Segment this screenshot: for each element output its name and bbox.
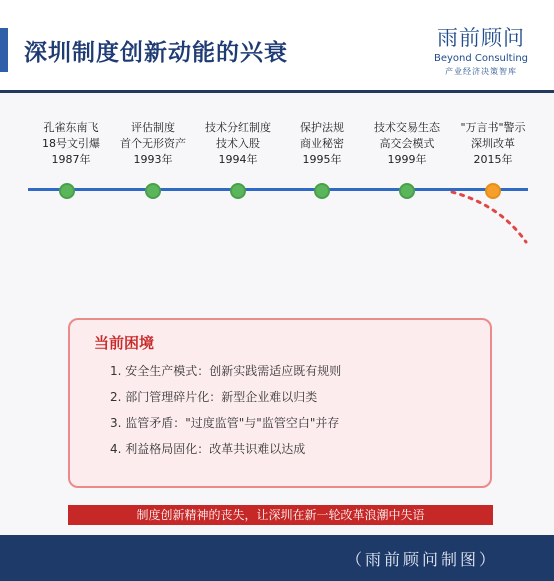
- footer-credit: （雨前顾问制图）: [345, 550, 498, 569]
- brand-logo: [422, 22, 540, 77]
- milestone-dot: [230, 183, 246, 199]
- event-year: 2015年: [473, 153, 513, 166]
- list-item: 2. 部门管理碎片化：新型企业难以归类: [110, 390, 318, 404]
- event-year: 1995年: [302, 153, 342, 166]
- event-line2: 18号文引爆: [42, 137, 100, 150]
- list-item: 1. 安全生产模式：创新实践需适应既有规则: [110, 364, 342, 378]
- event-line2: 高交会模式: [379, 137, 435, 150]
- list-item: 4. 利益格局固化：改革共识难以达成: [110, 442, 306, 456]
- dilemma-panel: [68, 318, 492, 488]
- milestone-dot-warning: [485, 183, 501, 199]
- event-year: 1993年: [133, 153, 173, 166]
- event-line1: 技术分红制度: [205, 121, 271, 134]
- conclusion-banner: 制度创新精神的丧失，让深圳在新一轮改革浪潮中失语: [68, 505, 493, 525]
- decline-trend-line: [0, 110, 554, 300]
- header: [0, 0, 554, 93]
- milestone-dot: [314, 183, 330, 199]
- page-title: 深圳制度创新动能的兴衰: [24, 40, 288, 66]
- event-line2: 深圳改革: [471, 137, 515, 150]
- timeline-axis: [28, 188, 528, 191]
- event-line1: 孔雀东南飞: [43, 121, 99, 134]
- event-line1: 保护法规: [300, 121, 344, 134]
- milestone-dot: [59, 183, 75, 199]
- event-year: 1994年: [218, 153, 258, 166]
- event-line1: "万言书"警示: [460, 121, 526, 134]
- list-item: 3. 监管矛盾："过度监管"与"监管空白"并存: [110, 416, 340, 430]
- logo-chinese: 雨前顾问: [437, 26, 525, 50]
- dilemma-list: [110, 358, 341, 462]
- event-line2: 技术入股: [216, 137, 260, 150]
- milestone-dot: [145, 183, 161, 199]
- logo-tagline: 产业经济决策智库: [445, 67, 517, 76]
- event-line1: 评估制度: [131, 121, 175, 134]
- dilemma-title: 当前困境: [94, 334, 155, 352]
- event-line1: 技术交易生态: [374, 121, 440, 134]
- event-year: 1999年: [387, 153, 427, 166]
- milestone-dot: [399, 183, 415, 199]
- timeline: [0, 110, 554, 300]
- event-line2: 首个无形资产: [120, 137, 186, 150]
- footer: [0, 535, 554, 581]
- event-line2: 商业秘密: [300, 137, 344, 150]
- logo-english: Beyond Consulting: [433, 53, 529, 64]
- event-year: 1987年: [51, 153, 91, 166]
